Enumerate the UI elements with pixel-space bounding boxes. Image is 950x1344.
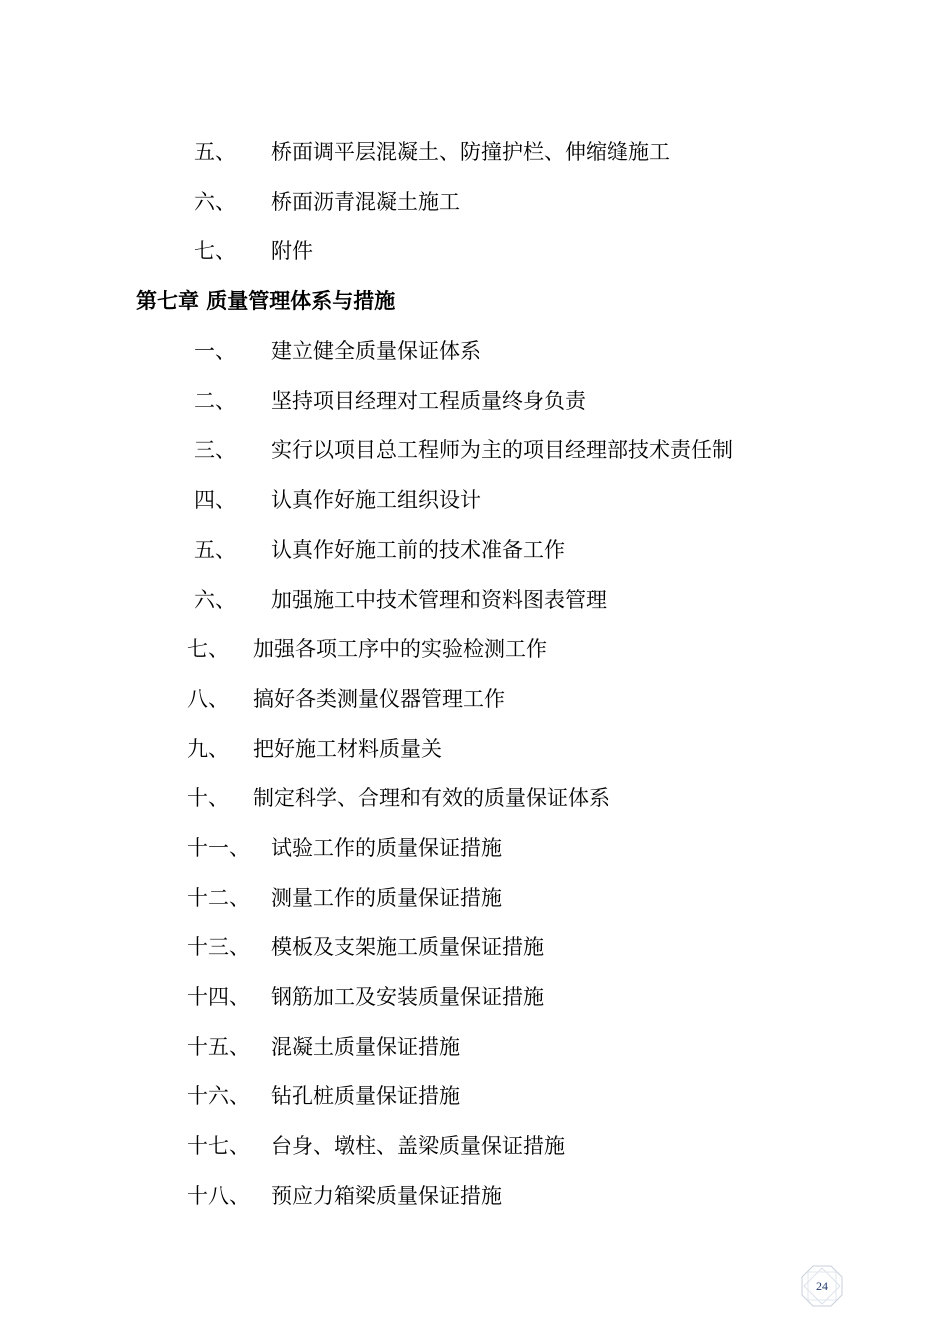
toc-item: [0, 236, 950, 266]
toc-item-number: 九、: [187, 737, 229, 761]
toc-item-number: 二、: [194, 389, 236, 413]
toc-item-number: 十五、: [187, 1035, 250, 1059]
toc-item-number: 五、: [194, 538, 236, 562]
toc-item-text: 附件: [271, 239, 313, 263]
toc-item-text: 搞好各类测量仪器管理工作: [253, 687, 505, 711]
toc-item: [0, 734, 950, 764]
toc-item-text: 桥面沥青混凝土施工: [271, 190, 460, 214]
toc-item-text: 测量工作的质量保证措施: [271, 886, 502, 910]
toc-item: [0, 982, 950, 1012]
toc-item-number: 四、: [194, 488, 236, 512]
toc-item-number: 十八、: [187, 1184, 250, 1208]
chapter-heading: 第七章 质量管理体系与措施: [136, 288, 396, 313]
toc-item-number: 十六、: [187, 1084, 250, 1108]
toc-item-number: 三、: [194, 438, 236, 462]
toc-item-text: 桥面调平层混凝土、防撞护栏、伸缩缝施工: [271, 140, 670, 164]
toc-item: [0, 684, 950, 714]
toc-item: [0, 386, 950, 416]
toc-item: [0, 783, 950, 813]
toc-item-text: 台身、墩柱、盖梁质量保证措施: [271, 1134, 565, 1158]
toc-item-number: 七、: [187, 637, 229, 661]
toc-item-text: 加强各项工序中的实验检测工作: [253, 637, 547, 661]
toc-item: [0, 435, 950, 465]
page-number-badge: [800, 1264, 844, 1308]
toc-item-text: 试验工作的质量保证措施: [271, 836, 502, 860]
toc-item: [0, 1131, 950, 1161]
toc-item-number: 七、: [194, 239, 236, 263]
toc-item-number: 十七、: [187, 1134, 250, 1158]
toc-item-number: 十一、: [187, 836, 250, 860]
toc-item: [0, 585, 950, 615]
toc-item: [0, 634, 950, 664]
toc-item-text: 认真作好施工组织设计: [271, 488, 481, 512]
toc-item-text: 制定科学、合理和有效的质量保证体系: [253, 786, 610, 810]
toc-item: [0, 336, 950, 366]
toc-item: [0, 1181, 950, 1211]
toc-item: [0, 187, 950, 217]
toc-item-text: 实行以项目总工程师为主的项目经理部技术责任制: [271, 438, 733, 462]
toc-item: [0, 1032, 950, 1062]
toc-item-number: 一、: [194, 339, 236, 363]
toc-item: [0, 833, 950, 863]
toc-item-number: 十、: [187, 786, 229, 810]
toc-item-text: 混凝土质量保证措施: [271, 1035, 460, 1059]
toc-item-number: 十二、: [187, 886, 250, 910]
page-number: 24: [816, 1279, 828, 1293]
toc-item-number: 十四、: [187, 985, 250, 1009]
toc-item-text: 模板及支架施工质量保证措施: [271, 935, 544, 959]
toc-item-text: 认真作好施工前的技术准备工作: [271, 538, 565, 562]
toc-item: [0, 535, 950, 565]
toc-item-text: 加强施工中技术管理和资料图表管理: [271, 588, 607, 612]
toc-item: [0, 932, 950, 962]
toc-item-number: 六、: [194, 588, 236, 612]
toc-item-text: 预应力箱梁质量保证措施: [271, 1184, 502, 1208]
toc-item: [0, 883, 950, 913]
toc-item-number: 十三、: [187, 935, 250, 959]
toc-item-text: 钢筋加工及安装质量保证措施: [271, 985, 544, 1009]
toc-item: [0, 137, 950, 167]
toc-item-text: 建立健全质量保证体系: [271, 339, 481, 363]
toc-item-number: 八、: [187, 687, 229, 711]
toc-item-text: 把好施工材料质量关: [253, 737, 442, 761]
toc-item-text: 坚持项目经理对工程质量终身负责: [271, 389, 586, 413]
toc-item: [0, 485, 950, 515]
toc-item-number: 六、: [194, 190, 236, 214]
toc-item-number: 五、: [194, 140, 236, 164]
toc-item: [0, 1081, 950, 1111]
toc-item-text: 钻孔桩质量保证措施: [271, 1084, 460, 1108]
